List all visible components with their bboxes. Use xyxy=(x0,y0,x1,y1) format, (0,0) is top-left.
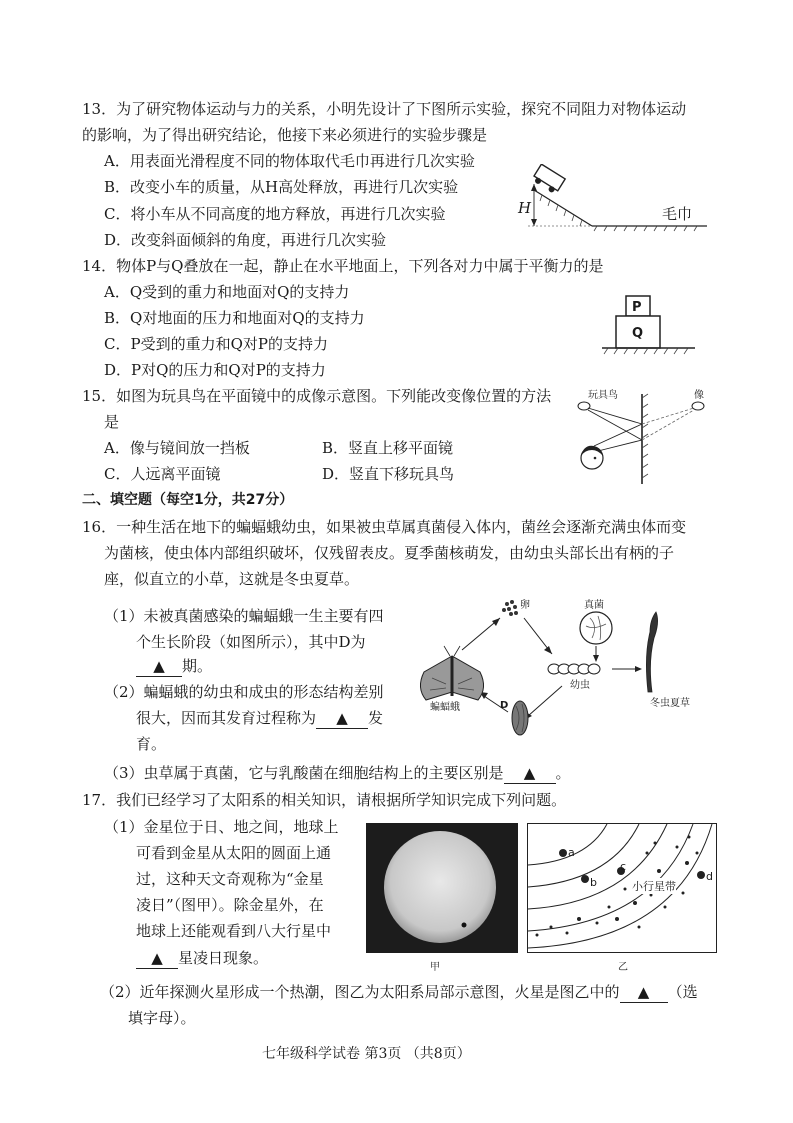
block-q-label: Q xyxy=(632,326,644,341)
stacked-blocks-figure xyxy=(600,292,700,362)
q13-stem-line1: 13．为了研究物体运动与力的关系，小明先设计了下图所示实验，探究不同阻力对物体运动 xyxy=(82,100,687,118)
q17-part1-line1: （1）金星位于日、地之间，地球上 xyxy=(104,818,339,836)
q15-option-c: C．人远离平面镜 xyxy=(104,465,221,483)
moth-lifecycle-figure xyxy=(412,592,722,744)
planet-a-label: a xyxy=(568,846,575,859)
answer-blank[interactable]: ▲ xyxy=(136,948,178,969)
q13-option-b: B．改变小车的质量，从H高处释放，再进行几次实验 xyxy=(104,178,459,196)
planet-c-label: c xyxy=(620,860,627,873)
q16-stem-line1: 16．一种生活在地下的蝙蝠蛾幼虫，如果被虫草属真菌侵入体内，菌丝会逐渐充满虫体而变 xyxy=(82,518,687,536)
figure-yi-label: 乙 xyxy=(618,962,628,973)
stage-d-label: D xyxy=(500,700,509,711)
q15-option-b: B．竖直上移平面镜 xyxy=(322,439,454,457)
q15-option-d: D．竖直下移玩具鸟 xyxy=(322,465,455,483)
q16-part1-line3: ▲ 期。 xyxy=(136,656,212,677)
q16-stem-line3: 座，似直立的小草，这就是冬虫夏草。 xyxy=(104,570,360,588)
q14-option-d: D．P对Q的压力和Q对P的支持力 xyxy=(104,361,326,379)
q16-part1-line2: 个生长阶段（如图所示），其中D为 xyxy=(136,633,366,651)
q13-option-d: D．改变斜面倾斜的角度，再进行几次实验 xyxy=(104,231,387,249)
q17-part1-line3: 过，这种天文奇观称为“金星 xyxy=(136,870,324,888)
mirror-image-label: 像 xyxy=(694,390,704,401)
q13-option-c: C．将小车从不同高度的地方释放，再进行几次实验 xyxy=(104,205,446,223)
q16-part2-line2: 很大，因而其发育过程称为 ▲ 发 xyxy=(136,709,384,727)
q17-part1-line4: 凌日”（图甲）。除金星外，在 xyxy=(136,896,324,914)
q15-stem-line1: 15．如图为玩具鸟在平面镜中的成像示意图。下列能改变像位置的方法 xyxy=(82,387,552,405)
block-p-label: P xyxy=(632,300,642,315)
q14-stem: 14．物体P与Q叠放在一起，静止在水平地面上，下列各对力中属于平衡力的是 xyxy=(82,257,604,275)
q17-part1-line5: 地球上还能观看到八大行星中 xyxy=(136,922,332,940)
answer-blank[interactable]: ▲ xyxy=(504,763,556,784)
q13-option-a: A．用表面光滑程度不同的物体取代毛巾再进行几次实验 xyxy=(104,152,475,170)
q17-part2-line1: （2）近年探测火星形成一个热潮，图乙为太阳系局部示意图，火星是图乙中的 ▲ （选 xyxy=(100,983,698,1001)
q17-stem: 17．我们已经学习了太阳系的相关知识，请根据所学知识完成下列问题。 xyxy=(82,791,567,809)
q17-part2-line2: 填字母）。 xyxy=(128,1009,196,1027)
cordyceps-label: 冬虫夏草 xyxy=(650,698,690,709)
q17-part1-line2: 可看到金星从太阳的圆面上通 xyxy=(136,844,332,862)
page-footer: 七年级科学试卷 第3页 （共8页） xyxy=(262,1046,471,1062)
section-2-heading: 二、填空题（每空1分，共27分） xyxy=(82,492,294,508)
moth-label: 蝙蝠蛾 xyxy=(430,702,460,713)
q14-option-c: C．P受到的重力和Q对P的支持力 xyxy=(104,335,328,353)
figure-jia-label: 甲 xyxy=(430,962,440,973)
q14-option-a: A．Q受到的重力和地面对Q的支持力 xyxy=(104,283,350,301)
ramp-height-label: H xyxy=(518,199,532,217)
q17-part1-line6: ▲ 星凌日现象。 xyxy=(136,948,268,969)
q15-stem-line2: 是 xyxy=(104,413,120,431)
planet-d-label: d xyxy=(706,870,713,883)
towel-label: 毛巾 xyxy=(662,205,693,223)
venus-dot xyxy=(462,923,467,928)
q15-option-a: A．像与镜间放一挡板 xyxy=(104,439,250,457)
answer-blank[interactable]: ▲ xyxy=(620,982,668,1003)
q13-stem-line2: 的影响，为了得出研究结论，他接下来必须进行的实验步骤是 xyxy=(82,126,488,144)
asteroid-belt-label: 小行星带 xyxy=(632,880,676,893)
fungus-label: 真菌 xyxy=(584,600,604,611)
egg-label: 卵 xyxy=(520,600,530,611)
q16-part2-line1: （2）蝙蝠蛾的幼虫和成虫的形态结构差别 xyxy=(104,683,384,701)
solar-system-diagram xyxy=(527,823,717,953)
q16-part2-line3: 育。 xyxy=(136,735,167,753)
q16-part1-line1: （1）未被真菌感染的蝙蝠蛾一生主要有四 xyxy=(104,607,384,625)
larva-label: 幼虫 xyxy=(570,680,590,691)
venus-transit-photo xyxy=(366,823,518,953)
planet-b-label: b xyxy=(590,876,597,889)
q16-stem-line2: 为菌核，使虫体内部组织破坏，仅残留表皮。夏季菌核萌发，由幼虫头部长出有柄的子 xyxy=(104,544,675,562)
q14-option-b: B．Q对地面的压力和地面对Q的支持力 xyxy=(104,309,365,327)
answer-blank[interactable]: ▲ xyxy=(316,708,368,729)
toy-bird-label: 玩具鸟 xyxy=(588,390,618,401)
answer-blank[interactable]: ▲ xyxy=(136,656,182,677)
q16-part3: （3）虫草属于真菌，它与乳酸菌在细胞结构上的主要区别是 ▲ 。 xyxy=(104,764,571,782)
